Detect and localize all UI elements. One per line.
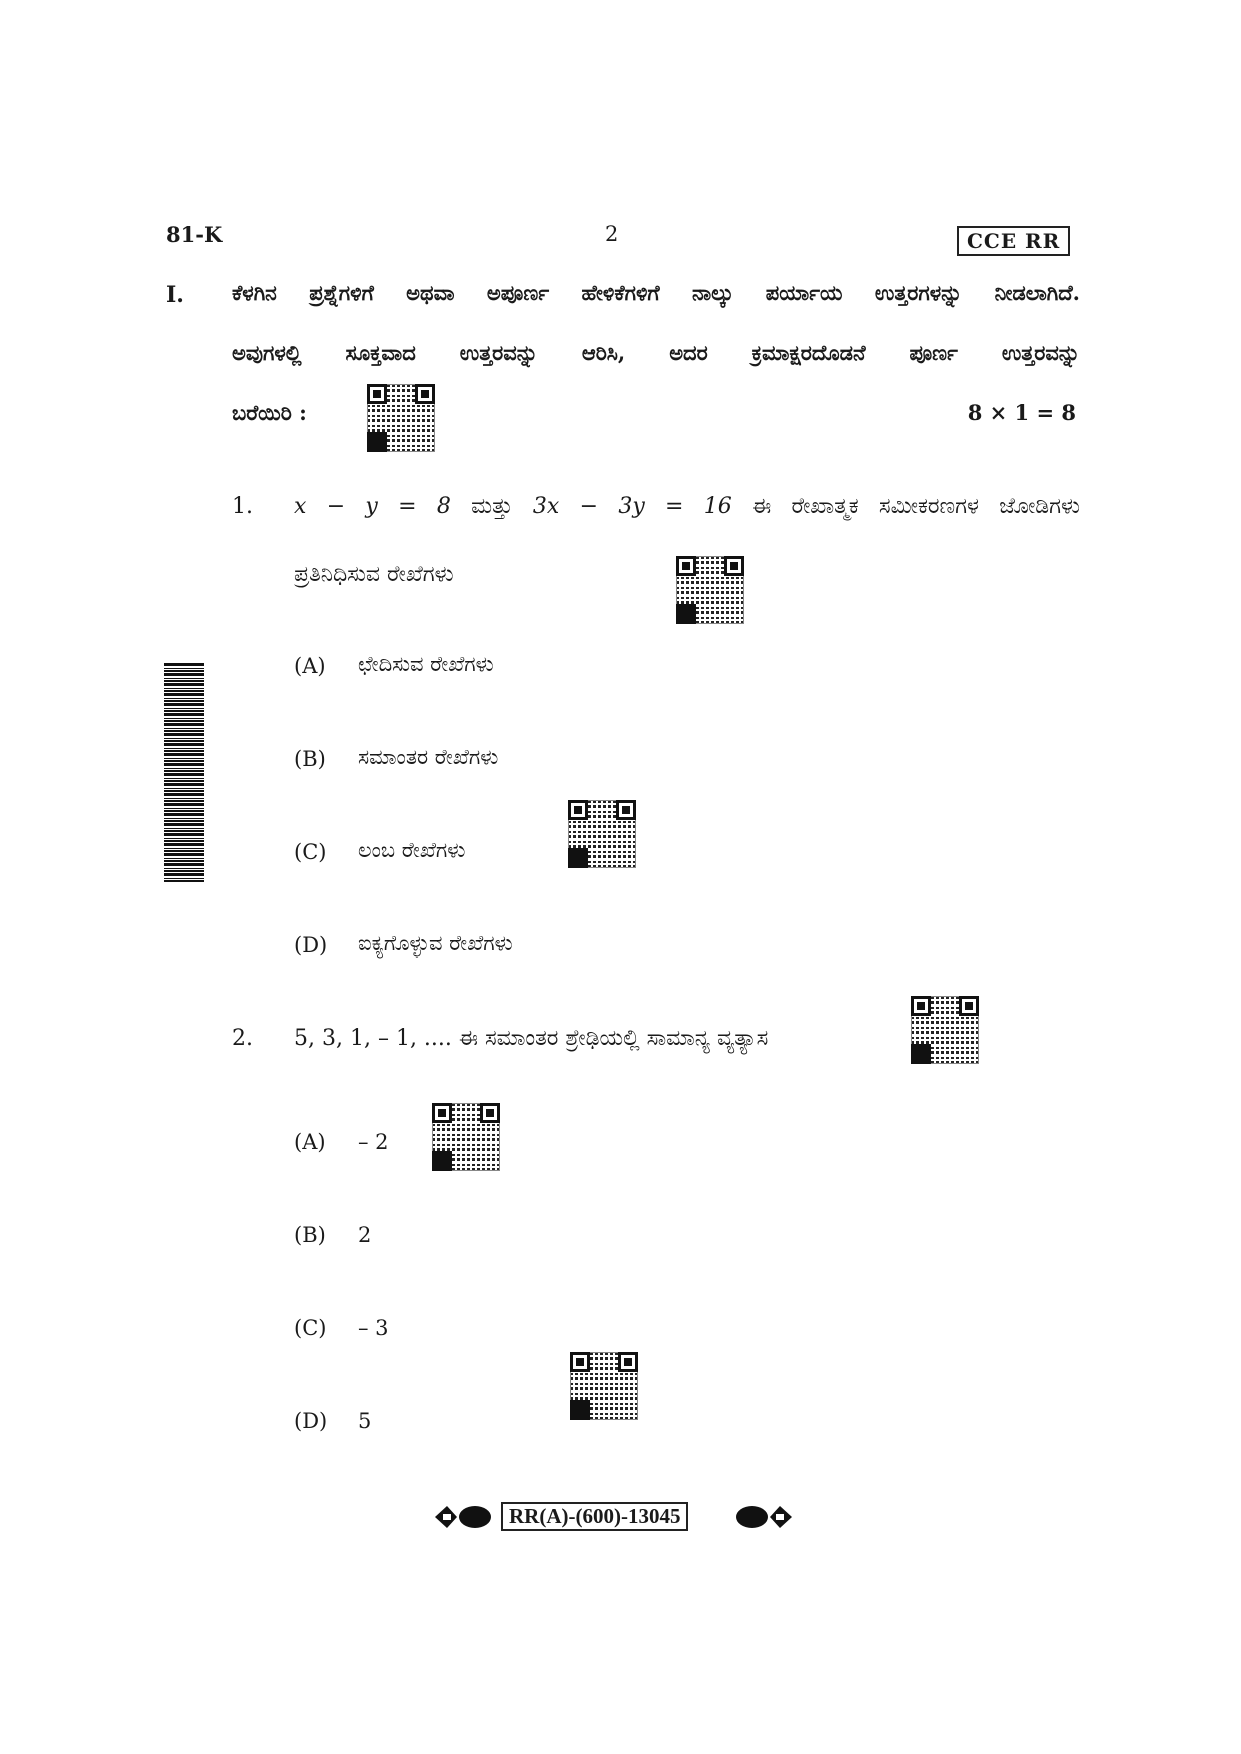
series-box: CCE RR [957, 226, 1070, 256]
question-1-option-b-text: ಸಮಾಂತರ ರೇಖೆಗಳು [358, 745, 499, 769]
question-2-text [294, 1026, 768, 1051]
qr-code-icon [432, 1103, 500, 1171]
question-2-option-c-label: (C) [294, 1316, 327, 1340]
question-1-option-c-label: (C) [294, 840, 327, 864]
question-1-option-c-text: ಲಂಬ ರೇಖೆಗಳು [358, 838, 466, 862]
question-1-number: 1. [232, 494, 253, 519]
instruction-line-1: ಕೆಳಗಿನ ಪ್ರಶ್ನೆಗಳಿಗೆ ಅಥವಾ ಅಪೂರ್ಣ ಹೇಳಿಕೆಗಳಿಗೆ ನಾಲ್ಕು ಪರ್ಯಾಯ ಉತ್ತರಗಳನ್ನು ನೀಡಲಾಗಿದೆ. [232, 280, 1080, 305]
question-1-text-line-1 [294, 494, 1080, 519]
right-ornament-icon [734, 1500, 794, 1534]
question-2-option-d-text: 5 [358, 1409, 372, 1433]
paper-code: 81-K [166, 222, 223, 247]
qr-code-icon [568, 800, 636, 868]
qr-code-icon [676, 556, 744, 624]
question-2-option-d-label: (D) [294, 1409, 328, 1433]
question-2-option-c-text: – 3 [358, 1316, 389, 1340]
question-1-equation-2: 3x − 3y = 16 [532, 494, 732, 519]
barcode-icon [164, 662, 204, 882]
question-2-option-a-label: (A) [294, 1130, 326, 1154]
instruction-line-3: ಬರೆಯಿರಿ : [232, 400, 307, 425]
page-number: 2 [605, 222, 619, 246]
question-1-option-d-text: ಐಕ್ಯಗೊಳ್ಳುವ ರೇಖೆಗಳು [358, 931, 513, 955]
question-1-conjunction: ಮತ್ತು [471, 494, 513, 519]
left-ornament-icon [433, 1500, 493, 1534]
question-1-option-b-label: (B) [294, 747, 326, 771]
question-1-option-d-label: (D) [294, 933, 328, 957]
question-1-option-a-label: (A) [294, 654, 326, 678]
qr-code-icon [911, 996, 979, 1064]
section-number: I. [166, 282, 184, 308]
question-2-option-b-text: 2 [358, 1223, 372, 1247]
instruction-line-2: ಅವುಗಳಲ್ಲಿ ಸೂಕ್ತವಾದ ಉತ್ತರವನ್ನು ಆರಿಸಿ, ಅದರ ಕ್ರಮಾಕ್ಷರದೊಡನೆ ಪೂರ್ಣ ಉತ್ತರವನ್ನು [232, 340, 1080, 365]
question-1-option-a-text: ಛೇದಿಸುವ ರೇಖೆಗಳು [358, 652, 494, 676]
question-2-text-rest: ಈ ಸಮಾಂತರ ಶ್ರೇಢಿಯಲ್ಲಿ ಸಾಮಾನ್ಯ ವ್ಯತ್ಯಾಸ [458, 1026, 769, 1051]
question-2-number: 2. [232, 1026, 253, 1051]
question-2-option-a-text: – 2 [358, 1130, 389, 1154]
footer-code: RR(A)-(600)-13045 [501, 1502, 688, 1531]
question-1-text-rest: ಈ ರೇಖಾತ್ಮಕ ಸಮೀಕರಣಗಳ ಜೋಡಿಗಳು [752, 494, 1080, 519]
section-marks: 8 × 1 = 8 [967, 400, 1076, 425]
question-1-equation-1: x − y = 8 [294, 494, 451, 519]
qr-code-icon [367, 384, 435, 452]
qr-code-icon [570, 1352, 638, 1420]
question-2-sequence: 5, 3, 1, – 1, .... [294, 1026, 452, 1051]
question-1-text-line-2: ಪ್ರತಿನಿಧಿಸುವ ರೇಖೆಗಳು [294, 562, 454, 587]
question-2-option-b-label: (B) [294, 1223, 326, 1247]
